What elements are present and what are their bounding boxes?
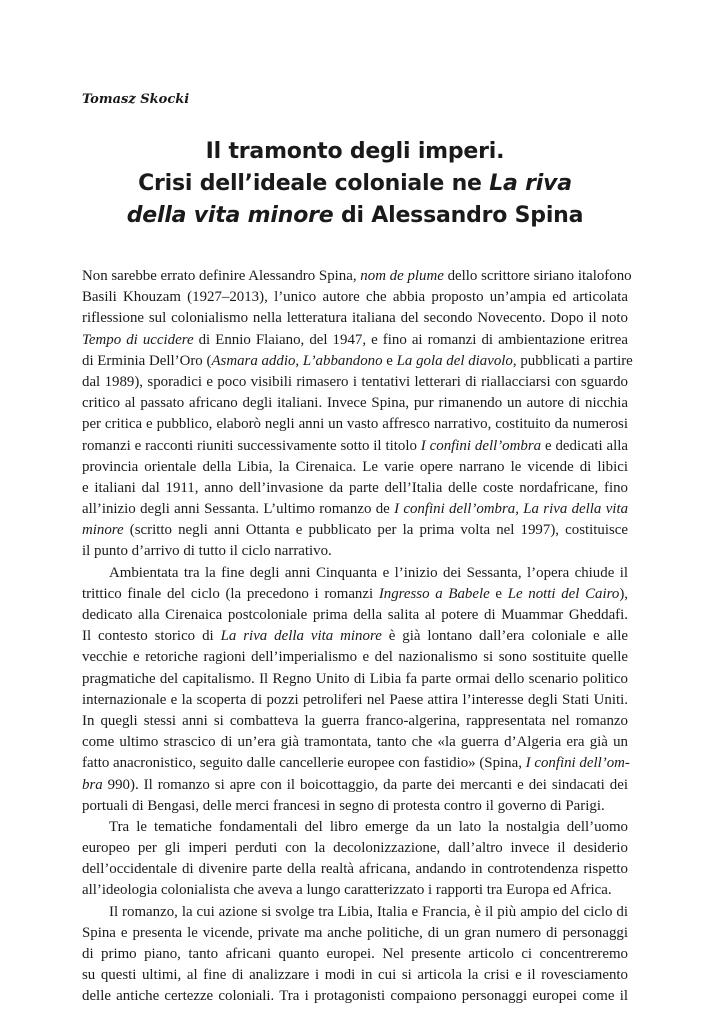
text-line bbox=[82, 711, 628, 732]
body-text bbox=[82, 266, 633, 1008]
text-run: In quegli stessi anni si combatteva la guerra franco-algerina, rappresentata nel romanzo bbox=[82, 712, 628, 729]
text-run: europeo per gli imperi perduti con la decolonizzazione, dall’altro invece il desiderio bbox=[82, 840, 628, 857]
text-line bbox=[82, 796, 628, 817]
italic-text: Tempo di uccidere bbox=[82, 331, 194, 348]
text-line bbox=[82, 965, 628, 986]
text-run: è già lontano dall’era coloniale e alle bbox=[381, 628, 628, 645]
italic-text: L’abbandono bbox=[302, 352, 383, 369]
italic-text: Ingresso a Babele bbox=[378, 585, 490, 602]
text-line bbox=[82, 923, 628, 944]
text-run: Il romanzo, la cui azione si svolge tra Libia, Italia e Francia, è il più ampio del ciclo di bbox=[109, 903, 628, 920]
text-run: romanzi e racconti riuniti successivamente sotto il titolo bbox=[82, 437, 421, 454]
text-line bbox=[82, 880, 628, 901]
text-line bbox=[82, 944, 628, 965]
text-run: come ultimo strascico di un’era già tramontata, tanto che «la guerra d’Algeria era già un bbox=[82, 734, 628, 751]
text-run: e italiani dal 1911, anno dell’invasione da parte dell’Italia delle coste nordafricane, fino bbox=[82, 479, 628, 496]
text-run: di Erminia Dell’Oro ( bbox=[82, 352, 212, 369]
text-run: Tra le tematiche fondamentali del libro emerge da un lato la nostalgia dell’uomo bbox=[109, 818, 628, 835]
text-run: di Ennio Flaiano, del 1947, e fino ai romanzi di ambientazione eritrea bbox=[193, 331, 628, 348]
text-line bbox=[82, 902, 628, 923]
text-run: (scritto negli anni Ottanta e pubblicato per la prima volta nel 1997), costituisce bbox=[123, 522, 628, 539]
text-line bbox=[82, 775, 628, 796]
text-run: su questi ultimi, al fine di analizzare i modi in cui si articola la crisi e il rovesciamento bbox=[82, 967, 628, 984]
text-run: ), bbox=[619, 585, 629, 602]
article-title bbox=[60, 136, 650, 232]
text-line bbox=[82, 287, 628, 308]
text-line bbox=[82, 499, 628, 520]
italic-text: La riva della vita bbox=[523, 501, 629, 518]
text-run: 990). Il romanzo si apre con il boicottaggio, da parte dei mercanti e dei sindacati dei bbox=[102, 776, 628, 793]
text-line bbox=[82, 753, 628, 774]
text-line bbox=[82, 478, 628, 499]
text-run: e dedicati alla bbox=[541, 437, 628, 454]
text-line bbox=[82, 669, 628, 690]
title-line-2 bbox=[60, 168, 650, 200]
author-name: Tomasz Skocki bbox=[82, 92, 190, 107]
text-line bbox=[82, 732, 628, 753]
text-line bbox=[82, 605, 628, 626]
text-line bbox=[82, 584, 628, 605]
text-run: dello scrittore siriano italofono bbox=[443, 268, 632, 284]
italic-text: minore bbox=[82, 522, 124, 539]
text-line bbox=[82, 520, 628, 541]
text-run: , bbox=[295, 352, 303, 369]
text-line bbox=[82, 817, 628, 838]
italic-text: I confini dell’om- bbox=[525, 755, 630, 772]
text-line bbox=[82, 690, 628, 711]
text-run: dell’occidentale di divenire parte della realtà africana, andando in controtendenza rispetto bbox=[82, 861, 628, 878]
text-run: all’inizio degli anni Sessanta. L’ultimo romanzo de bbox=[82, 501, 395, 518]
italic-text: La gola del diavolo bbox=[396, 352, 513, 369]
text-line bbox=[82, 838, 628, 859]
text-run: pragmatiche del capitalismo. Il Regno Unito di Libia fa parte ormai dello scenario politico bbox=[82, 670, 628, 687]
title-line-2-prefix: Crisi dell’ideale coloniale ne bbox=[138, 171, 490, 196]
text-line bbox=[82, 414, 628, 435]
title-line-3-italic: della vita minore bbox=[126, 203, 334, 228]
text-run: dedicato alla Cirenaica postcoloniale prima della salita al potere di Muammar Gheddafi. bbox=[82, 607, 628, 623]
text-line bbox=[82, 563, 628, 584]
text-run: portuali di Bengasi, delle merci francesi in segno di protesta contro il governo di Parigi. bbox=[82, 797, 605, 814]
text-line bbox=[82, 986, 628, 1007]
text-run: Non sarebbe errato definire Alessandro Spina, bbox=[82, 268, 361, 284]
text-line bbox=[82, 330, 628, 351]
italic-text: I confini dell’ombra bbox=[420, 437, 542, 454]
text-run: vecchie e retoriche ragioni dell’imperialismo e del nazionalismo si sono sostituite quelle bbox=[82, 649, 628, 666]
text-run: internazionale e la scoperta di pozzi petroliferi nel Paese attira l’interesse degli Stati Uniti. bbox=[82, 691, 628, 708]
italic-text: Le notti del Cairo bbox=[507, 585, 620, 602]
text-run: Ambientata tra la fine degli anni Cinquanta e l’inizio dei Sessanta, l’opera chiude il bbox=[109, 564, 628, 581]
text-run: trittico finale del ciclo (la precedono i romanzi bbox=[82, 585, 379, 602]
text-run: riflessione sul colonialismo nella letteratura italiana del secondo Novecento. Dopo il noto bbox=[82, 310, 628, 327]
italic-text: bra bbox=[82, 776, 103, 793]
text-run: dal 1989), sporadici e poco visibili rimasero i tentativi letterari di riallacciarsi con sguardo bbox=[82, 373, 628, 390]
text-run: per critica e pubblico, elaborò negli anni un vasto affresco narrativo, costituito da numerosi bbox=[82, 416, 628, 433]
italic-text: I confini dell’ombra bbox=[394, 501, 516, 518]
text-run: e bbox=[382, 352, 397, 369]
text-run: Il contesto storico di bbox=[82, 628, 221, 645]
text-line bbox=[82, 436, 628, 457]
title-line-3 bbox=[60, 200, 650, 232]
title-line-3-suffix: di Alessandro Spina bbox=[333, 203, 584, 228]
text-line bbox=[82, 647, 628, 668]
title-line-2-italic: La riva bbox=[489, 171, 572, 196]
text-run: , bbox=[515, 501, 524, 518]
text-line bbox=[82, 266, 632, 287]
text-run: provincia orientale della Libia, la Cirenaica. Le varie opere narrano le vicende di libici bbox=[82, 458, 628, 475]
text-run: delle antiche certezze coloniali. Tra i protagonisti compaiono personaggi europei come il bbox=[82, 988, 628, 1005]
text-run: , pubblicati a partire bbox=[512, 352, 633, 369]
text-run: il punto d’arrivo di tutto il ciclo narrativo. bbox=[82, 543, 332, 560]
italic-text: Asmara addio bbox=[211, 352, 296, 369]
italic-text: La riva della vita minore bbox=[220, 628, 382, 645]
text-line bbox=[82, 351, 633, 372]
text-run: fatto anacronistico, seguito dalle cancellerie europee con fastidio» (Spina, bbox=[82, 755, 526, 772]
text-line bbox=[82, 541, 628, 562]
text-line bbox=[82, 626, 628, 647]
text-line bbox=[82, 393, 628, 414]
italic-text: nom de plume bbox=[360, 268, 444, 284]
text-run: di primo piano, tanto africani quanto europei. Nel presente articolo ci concentreremo bbox=[82, 946, 628, 962]
text-run: Spina e presenta le vicende, private ma anche politiche, di un gran numero di personaggi bbox=[82, 924, 628, 941]
text-line bbox=[82, 308, 628, 329]
text-run: e bbox=[489, 585, 508, 602]
text-run: Basili Khouzam (1927–2013), l’unico autore che abbia proposto un’ampia ed articolata bbox=[82, 289, 628, 306]
text-line bbox=[82, 372, 628, 393]
title-line-1: Il tramonto degli imperi. bbox=[205, 139, 505, 164]
text-run: critico al passato africano degli italiani. Invece Spina, pur rimanendo un autore di nicchia bbox=[82, 395, 628, 412]
text-line bbox=[82, 457, 628, 478]
text-line bbox=[82, 859, 628, 880]
text-run: all’ideologia colonialista che aveva a lungo caratterizzato i rapporti tra Europa ed Africa. bbox=[82, 882, 612, 899]
